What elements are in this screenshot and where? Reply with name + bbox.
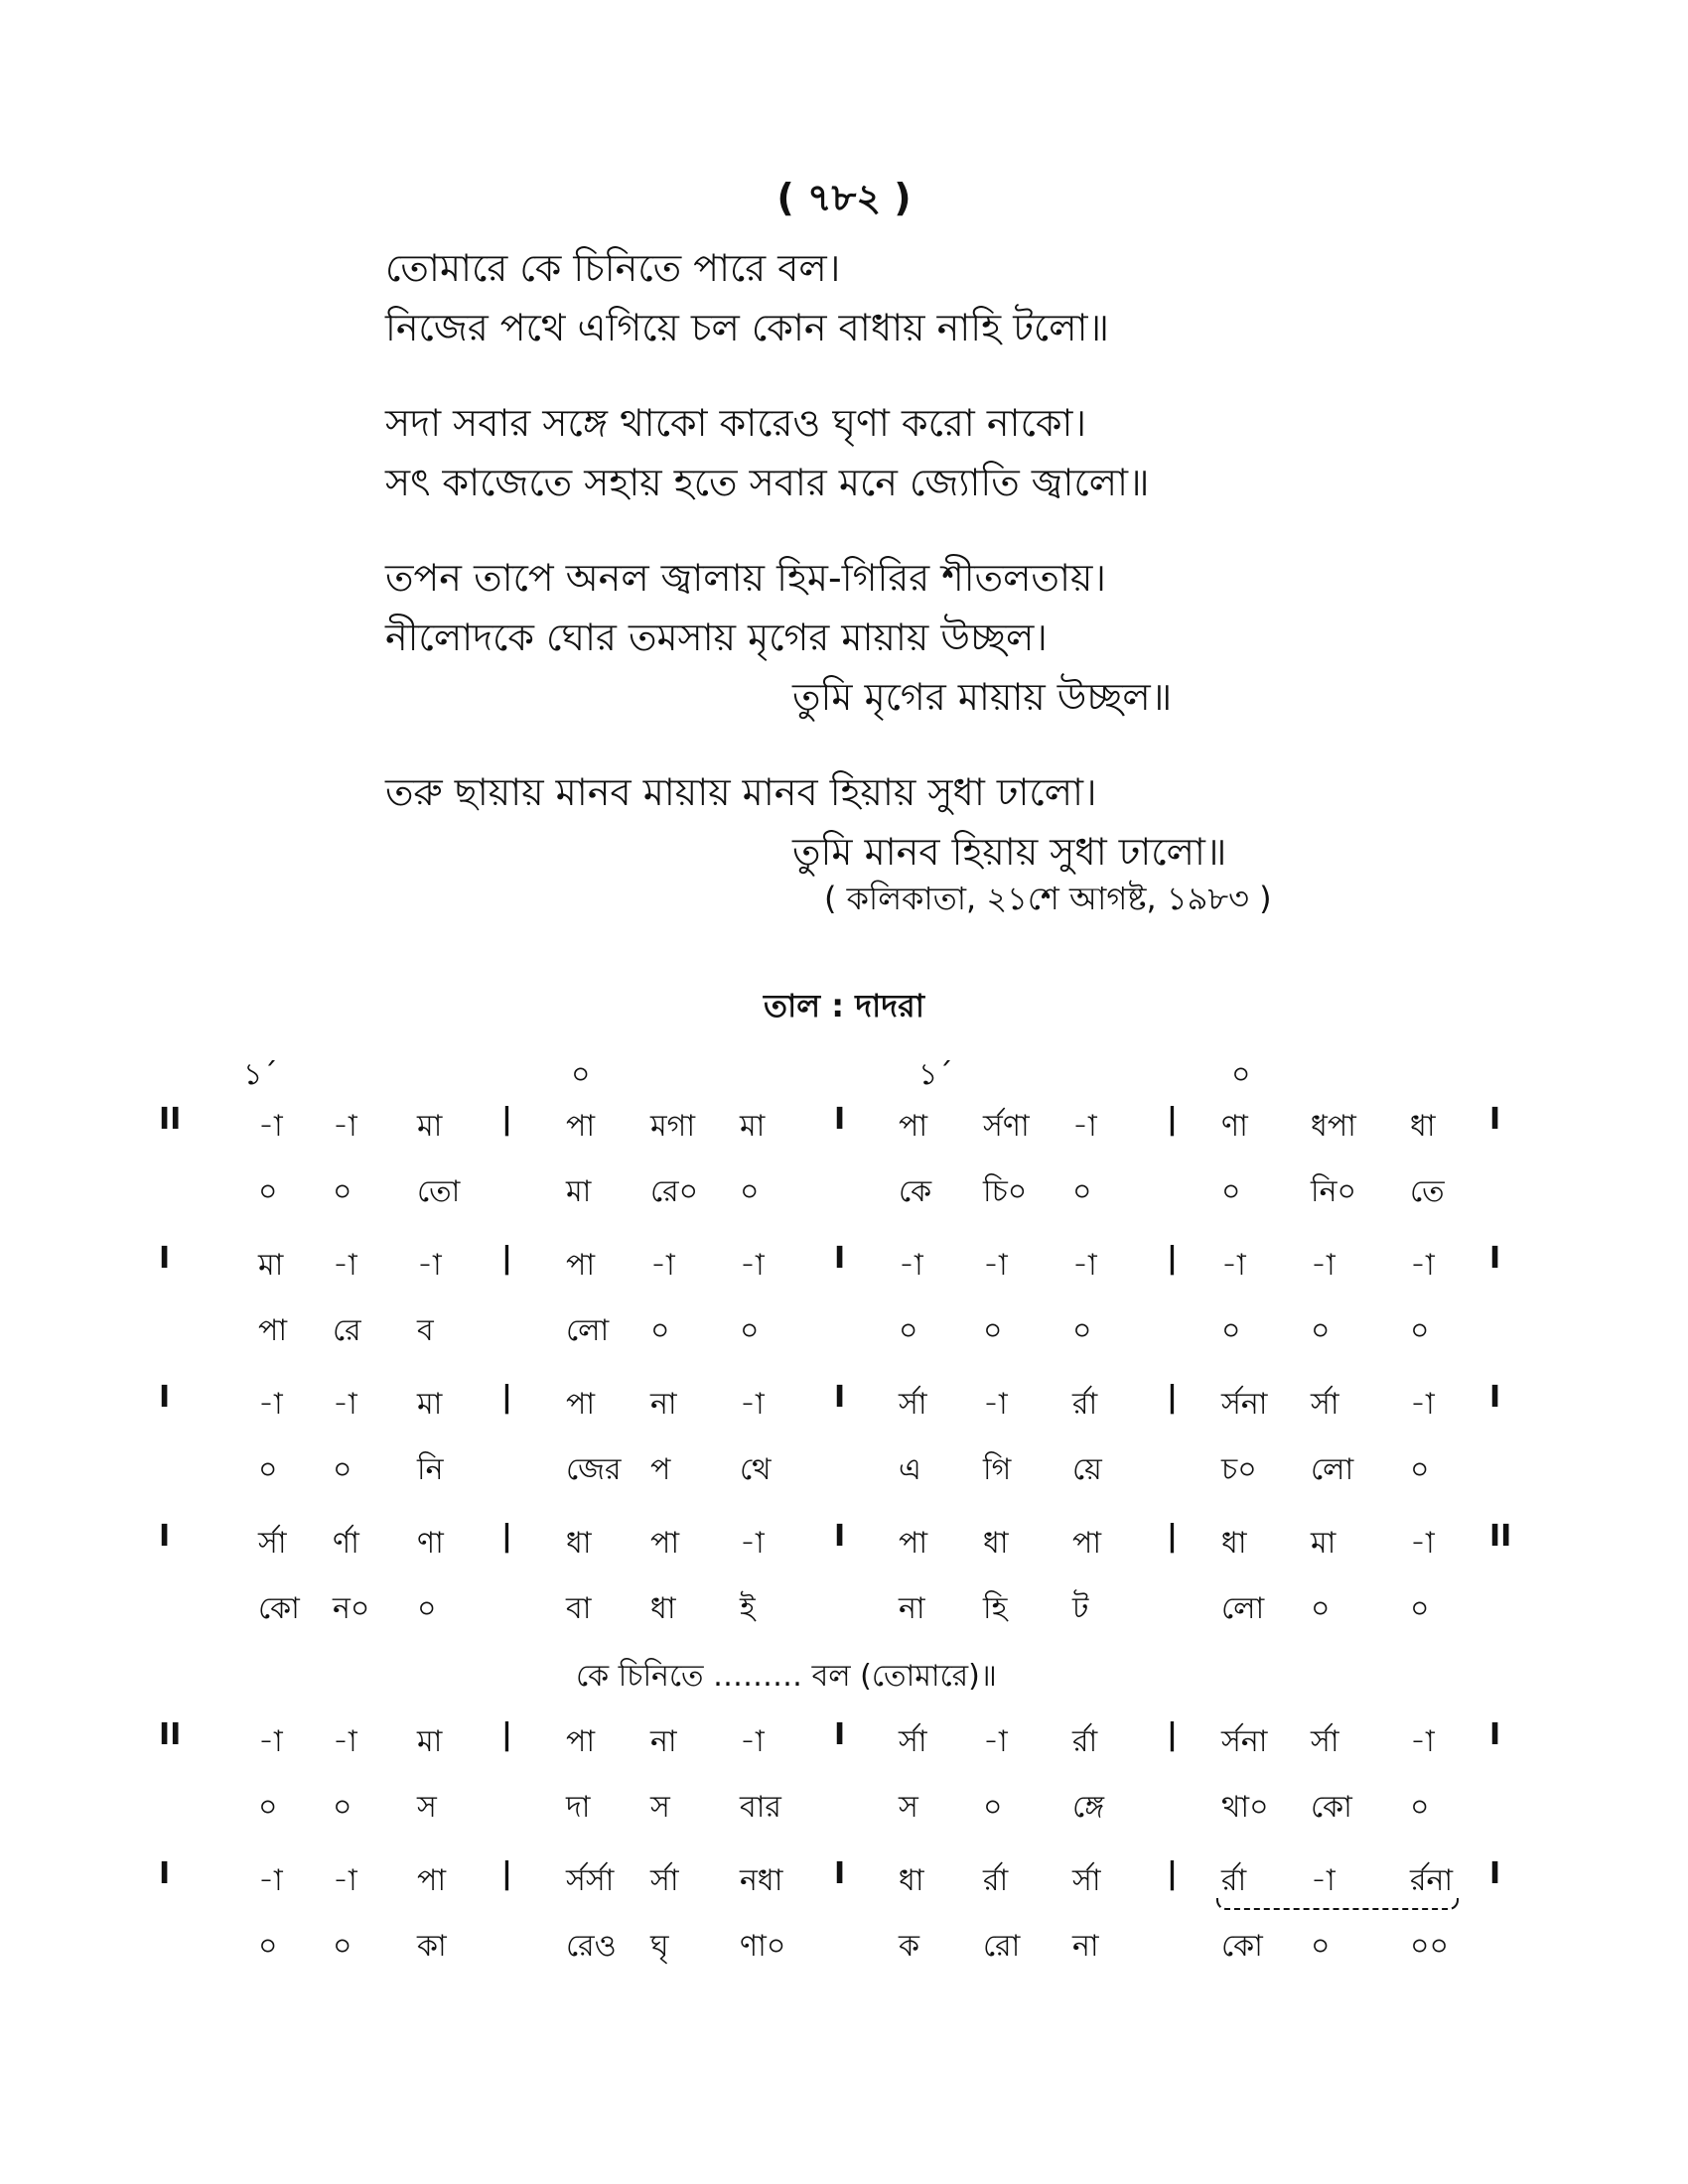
swara-note: না <box>650 1724 677 1759</box>
swara-note: র্সা <box>650 1863 679 1898</box>
beat-marks <box>0 1050 1688 1090</box>
bar-line: | <box>1167 1102 1178 1137</box>
swara-note: র্রা <box>1072 1387 1098 1422</box>
lyric-line: নিজের পথে এগিয়ে চল কোন বাধায় নাহি টলো॥ <box>385 306 1110 349</box>
lyric-syllable: তে <box>1410 1174 1445 1209</box>
bar-line: I <box>1489 1102 1501 1137</box>
swara-note: পা <box>566 1248 596 1283</box>
bar-line: II <box>159 1102 182 1137</box>
swara-note: র্সা <box>1311 1387 1339 1422</box>
bar-line: | <box>501 1717 512 1752</box>
swara-note: না <box>650 1387 677 1422</box>
lyric-syllable: ০ <box>258 1929 278 1964</box>
bar-line: | <box>1167 1241 1178 1276</box>
lyric-syllable: ০ <box>1311 1929 1331 1964</box>
lyric-syllable: রেও <box>566 1929 617 1964</box>
swara-note: -া <box>1311 1248 1336 1283</box>
refrain-text: কে চিনিতে ……… বল (তোমারে)॥ <box>576 1659 997 1694</box>
lyric-syllable: পা <box>258 1313 288 1348</box>
swara-note: মগা <box>650 1109 696 1144</box>
lyric-syllable: ০ <box>983 1313 1003 1348</box>
swara-note: র্ণা <box>333 1526 359 1561</box>
bar-line: I <box>1489 1856 1501 1891</box>
swara-note: র্সা <box>258 1526 287 1561</box>
swara-note: র্সা <box>899 1387 927 1422</box>
tala-heading: তাল : দাদরা <box>764 987 924 1024</box>
bar-line: I <box>834 1519 846 1554</box>
swara-note: -া <box>983 1724 1008 1759</box>
lyric-syllable: হি <box>983 1591 1008 1626</box>
bar-line: | <box>501 1519 512 1554</box>
swara-note: র্রা <box>1221 1863 1247 1898</box>
bar-line: I <box>159 1519 171 1554</box>
swara-note: র্সর্সা <box>566 1863 615 1898</box>
swara-note: -া <box>333 1248 357 1283</box>
swara-note: -া <box>1221 1248 1246 1283</box>
lyric-syllable: ০ <box>333 1790 352 1825</box>
swara-note: মা <box>417 1387 443 1422</box>
swara-note: র্সা <box>1072 1863 1101 1898</box>
lyric-syllable: ০ <box>1311 1591 1331 1626</box>
swara-note: -া <box>650 1248 675 1283</box>
lyric-syllable: না <box>899 1591 925 1626</box>
stanza-2 <box>385 393 1338 512</box>
bar-line: I <box>834 1717 846 1752</box>
lyric-syllable: লো <box>566 1313 610 1348</box>
swara-note: -া <box>333 1724 357 1759</box>
bar-line: I <box>1489 1241 1501 1276</box>
swara-note: পা <box>650 1526 680 1561</box>
swara-note: ধা <box>1221 1526 1247 1561</box>
bar-line: I <box>834 1856 846 1891</box>
lyric-syllable: থা০ <box>1221 1790 1269 1825</box>
swara-note: পা <box>566 1387 596 1422</box>
stanza-1 <box>385 238 1338 357</box>
lyric-syllable: ০ <box>983 1790 1003 1825</box>
beat-mark: ১´ <box>243 1057 278 1092</box>
notation-table <box>159 1102 1529 1995</box>
lyric-syllable: মা <box>566 1174 592 1209</box>
bar-line: | <box>501 1856 512 1891</box>
lyric-syllable: ন০ <box>333 1591 370 1626</box>
notation-row <box>159 1856 1529 1995</box>
lyric-syllable: ০ <box>333 1452 352 1487</box>
swara-note: ণা <box>1221 1109 1248 1144</box>
swara-note: -া <box>1410 1387 1435 1422</box>
swara-note: র্রা <box>983 1863 1009 1898</box>
bar-line: I <box>1489 1380 1501 1415</box>
lyric-syllable: ০ <box>417 1591 437 1626</box>
lyric-line: সদা সবার সঙ্গে থাকো কারেও ঘৃণা করো নাকো। <box>385 401 1087 445</box>
lyric-syllable: রে০ <box>650 1174 699 1209</box>
bar-line: | <box>501 1102 512 1137</box>
swara-note: র্সা <box>899 1724 927 1759</box>
swara-note: মা <box>1311 1526 1336 1561</box>
bar-line: I <box>834 1380 846 1415</box>
bar-line: | <box>501 1380 512 1415</box>
lyric-syllable: ধা <box>650 1591 676 1626</box>
lyric-syllable: নি০ <box>1311 1174 1356 1209</box>
lyric-syllable: ০ <box>1072 1174 1092 1209</box>
lyric-syllable: ০ <box>258 1790 278 1825</box>
swara-note: -া <box>740 1248 765 1283</box>
swara-note: মা <box>740 1109 766 1144</box>
bar-line: I <box>159 1380 171 1415</box>
swara-note: -া <box>1410 1526 1435 1561</box>
bar-line: | <box>1167 1519 1178 1554</box>
swara-note: -া <box>333 1109 357 1144</box>
stanza-3 <box>385 548 1338 727</box>
lyric-line: তুমি মৃগের মায়ায় উচ্ছল॥ <box>792 675 1173 719</box>
lyric-syllable: কো <box>1311 1790 1352 1825</box>
lyric-syllable: প <box>650 1452 671 1487</box>
meend-underline <box>1216 1898 1459 1910</box>
lyric-syllable: ক <box>899 1929 919 1964</box>
swara-note: -া <box>740 1387 765 1422</box>
lyric-syllable: রো <box>983 1929 1021 1964</box>
lyric-syllable: ০ <box>899 1313 918 1348</box>
lyric-syllable: গি <box>983 1452 1012 1487</box>
swara-note: ধপা <box>1311 1109 1356 1144</box>
lyric-syllable: ট <box>1072 1591 1089 1626</box>
lyric-line: তপন তাপে অনল জ্বালায় হিম-গিরির শীতলতায়। <box>385 556 1106 600</box>
swara-note: পা <box>417 1863 447 1898</box>
lyric-syllable: ০ <box>740 1313 760 1348</box>
lyric-syllable: দা <box>566 1790 591 1825</box>
lyric-syllable: চ০ <box>1221 1452 1257 1487</box>
lyric-syllable: ০ <box>1410 1790 1430 1825</box>
bar-line: | <box>501 1241 512 1276</box>
swara-note: পা <box>566 1724 596 1759</box>
swara-note: মা <box>417 1109 443 1144</box>
swara-note: পা <box>899 1526 928 1561</box>
swara-note: -া <box>740 1724 765 1759</box>
lyric-line: নীলোদকে ঘোর তমসায় মৃগের মায়ায় উচ্ছল। <box>385 615 1048 659</box>
swara-note: মা <box>258 1248 284 1283</box>
notation-row <box>159 1717 1529 1856</box>
swara-note: ধা <box>899 1863 924 1898</box>
lyric-syllable: কা <box>417 1929 447 1964</box>
lyric-syllable: ০০ <box>1410 1929 1450 1964</box>
beat-mark: ০ <box>1231 1057 1251 1092</box>
lyric-syllable: নি <box>417 1452 444 1487</box>
lyric-syllable: ০ <box>740 1174 760 1209</box>
lyric-syllable: কো <box>258 1591 300 1626</box>
bar-line: | <box>1167 1717 1178 1752</box>
lyric-syllable: থে <box>740 1452 772 1487</box>
swara-note: -া <box>1072 1248 1097 1283</box>
lyric-syllable: ০ <box>650 1313 670 1348</box>
composition-credit: ( কলিকাতা, ২১শে আগষ্ট, ১৯৮৩ ) <box>824 880 1272 917</box>
lyric-syllable: ০ <box>1221 1174 1241 1209</box>
swara-note: -া <box>258 1724 283 1759</box>
swara-note: র্রা <box>1072 1724 1098 1759</box>
lyric-syllable: চি০ <box>983 1174 1028 1209</box>
stanza-4 <box>385 762 1338 882</box>
notation-row <box>159 1519 1529 1658</box>
lyric-syllable: কো <box>1221 1929 1263 1964</box>
bar-line: I <box>159 1241 171 1276</box>
lyric-syllable: ঘৃ <box>650 1929 669 1964</box>
beat-mark: ১´ <box>918 1057 953 1092</box>
swara-note: -া <box>333 1387 357 1422</box>
bar-line: II <box>159 1717 182 1752</box>
swara-note: র্সনা <box>1221 1387 1268 1422</box>
swara-note: ধা <box>566 1526 592 1561</box>
swara-note: র্রনা <box>1410 1863 1454 1898</box>
bar-line: I <box>834 1241 846 1276</box>
lyric-syllable: ০ <box>333 1174 352 1209</box>
swara-note: র্সণা <box>983 1109 1030 1144</box>
lyric-syllable: ব <box>417 1313 434 1348</box>
bar-line: I <box>834 1102 846 1137</box>
swara-note: -া <box>417 1248 442 1283</box>
bar-line: | <box>1167 1856 1178 1891</box>
lyric-syllable: স <box>899 1790 918 1825</box>
beat-mark: ০ <box>571 1057 591 1092</box>
swara-note: -া <box>1072 1109 1097 1144</box>
swara-note: -া <box>1410 1248 1435 1283</box>
swara-note: পা <box>566 1109 596 1144</box>
lyric-syllable: ণা০ <box>740 1929 786 1964</box>
swara-note: -া <box>740 1526 765 1561</box>
swara-note: -া <box>258 1109 283 1144</box>
swara-note: -া <box>258 1863 283 1898</box>
swara-note: ণা <box>417 1526 444 1561</box>
bar-line: II <box>1489 1519 1512 1554</box>
bar-line: I <box>159 1856 171 1891</box>
lyric-syllable: ০ <box>258 1452 278 1487</box>
lyric-syllable: ০ <box>1221 1313 1241 1348</box>
swara-note: নধা <box>740 1863 783 1898</box>
swara-note: -া <box>899 1248 923 1283</box>
lyric-syllable: ই <box>740 1591 756 1626</box>
swara-note: -া <box>983 1387 1008 1422</box>
swara-note: -া <box>983 1248 1008 1283</box>
page-number: ( ৭৮২ ) <box>776 176 912 219</box>
lyric-syllable: রে <box>333 1313 361 1348</box>
notation-row <box>159 1241 1529 1380</box>
lyric-line: তরু ছায়ায় মানব মায়ায় মানব হিয়ায় সুধা ঢালো। <box>385 770 1097 814</box>
lyric-syllable: ০ <box>333 1929 352 1964</box>
lyric-syllable: ঙ্গে <box>1072 1790 1105 1825</box>
swara-note: ধা <box>1410 1109 1436 1144</box>
refrain-row <box>159 1658 1529 1717</box>
lyric-syllable: ০ <box>258 1174 278 1209</box>
bar-line: I <box>1489 1717 1501 1752</box>
swara-note: পা <box>899 1109 928 1144</box>
swara-note: র্সনা <box>1221 1724 1268 1759</box>
lyric-syllable: বা <box>566 1591 592 1626</box>
swara-note: ধা <box>983 1526 1009 1561</box>
lyric-syllable: ০ <box>1410 1591 1430 1626</box>
lyric-syllable: এ <box>899 1452 921 1487</box>
notation-row <box>159 1380 1529 1519</box>
lyric-syllable: ০ <box>1410 1452 1430 1487</box>
lyric-syllable: স <box>650 1790 670 1825</box>
lyric-syllable: স <box>417 1790 437 1825</box>
lyric-syllable: লো <box>1311 1452 1354 1487</box>
lyric-line: তুমি মানব হিয়ায় সুধা ঢালো॥ <box>792 830 1227 874</box>
lyric-line: তোমারে কে চিনিতে পারে বল। <box>385 246 841 290</box>
swara-note: পা <box>1072 1526 1102 1561</box>
lyrics <box>385 238 1338 917</box>
swara-note: -া <box>258 1387 283 1422</box>
lyric-syllable: য়ে <box>1072 1452 1102 1487</box>
notation-row <box>159 1102 1529 1241</box>
lyric-syllable: কে <box>899 1174 932 1209</box>
swara-note: -া <box>1410 1724 1435 1759</box>
lyric-syllable: বার <box>740 1790 781 1825</box>
swara-note: র্সা <box>1311 1724 1339 1759</box>
swara-note: -া <box>1311 1863 1336 1898</box>
lyric-syllable: লো <box>1221 1591 1265 1626</box>
lyric-syllable: ০ <box>1410 1313 1430 1348</box>
lyric-syllable: জের <box>566 1452 622 1487</box>
swara-note: -া <box>333 1863 357 1898</box>
swara-note: মা <box>417 1724 443 1759</box>
lyric-syllable: ০ <box>1072 1313 1092 1348</box>
lyric-line: সৎ কাজেতে সহায় হতে সবার মনে জ্যোতি জ্বালো॥ <box>385 461 1150 504</box>
lyric-syllable: তো <box>417 1174 461 1209</box>
bar-line: | <box>1167 1380 1178 1415</box>
lyric-syllable: ০ <box>1311 1313 1331 1348</box>
lyric-syllable: না <box>1072 1929 1099 1964</box>
